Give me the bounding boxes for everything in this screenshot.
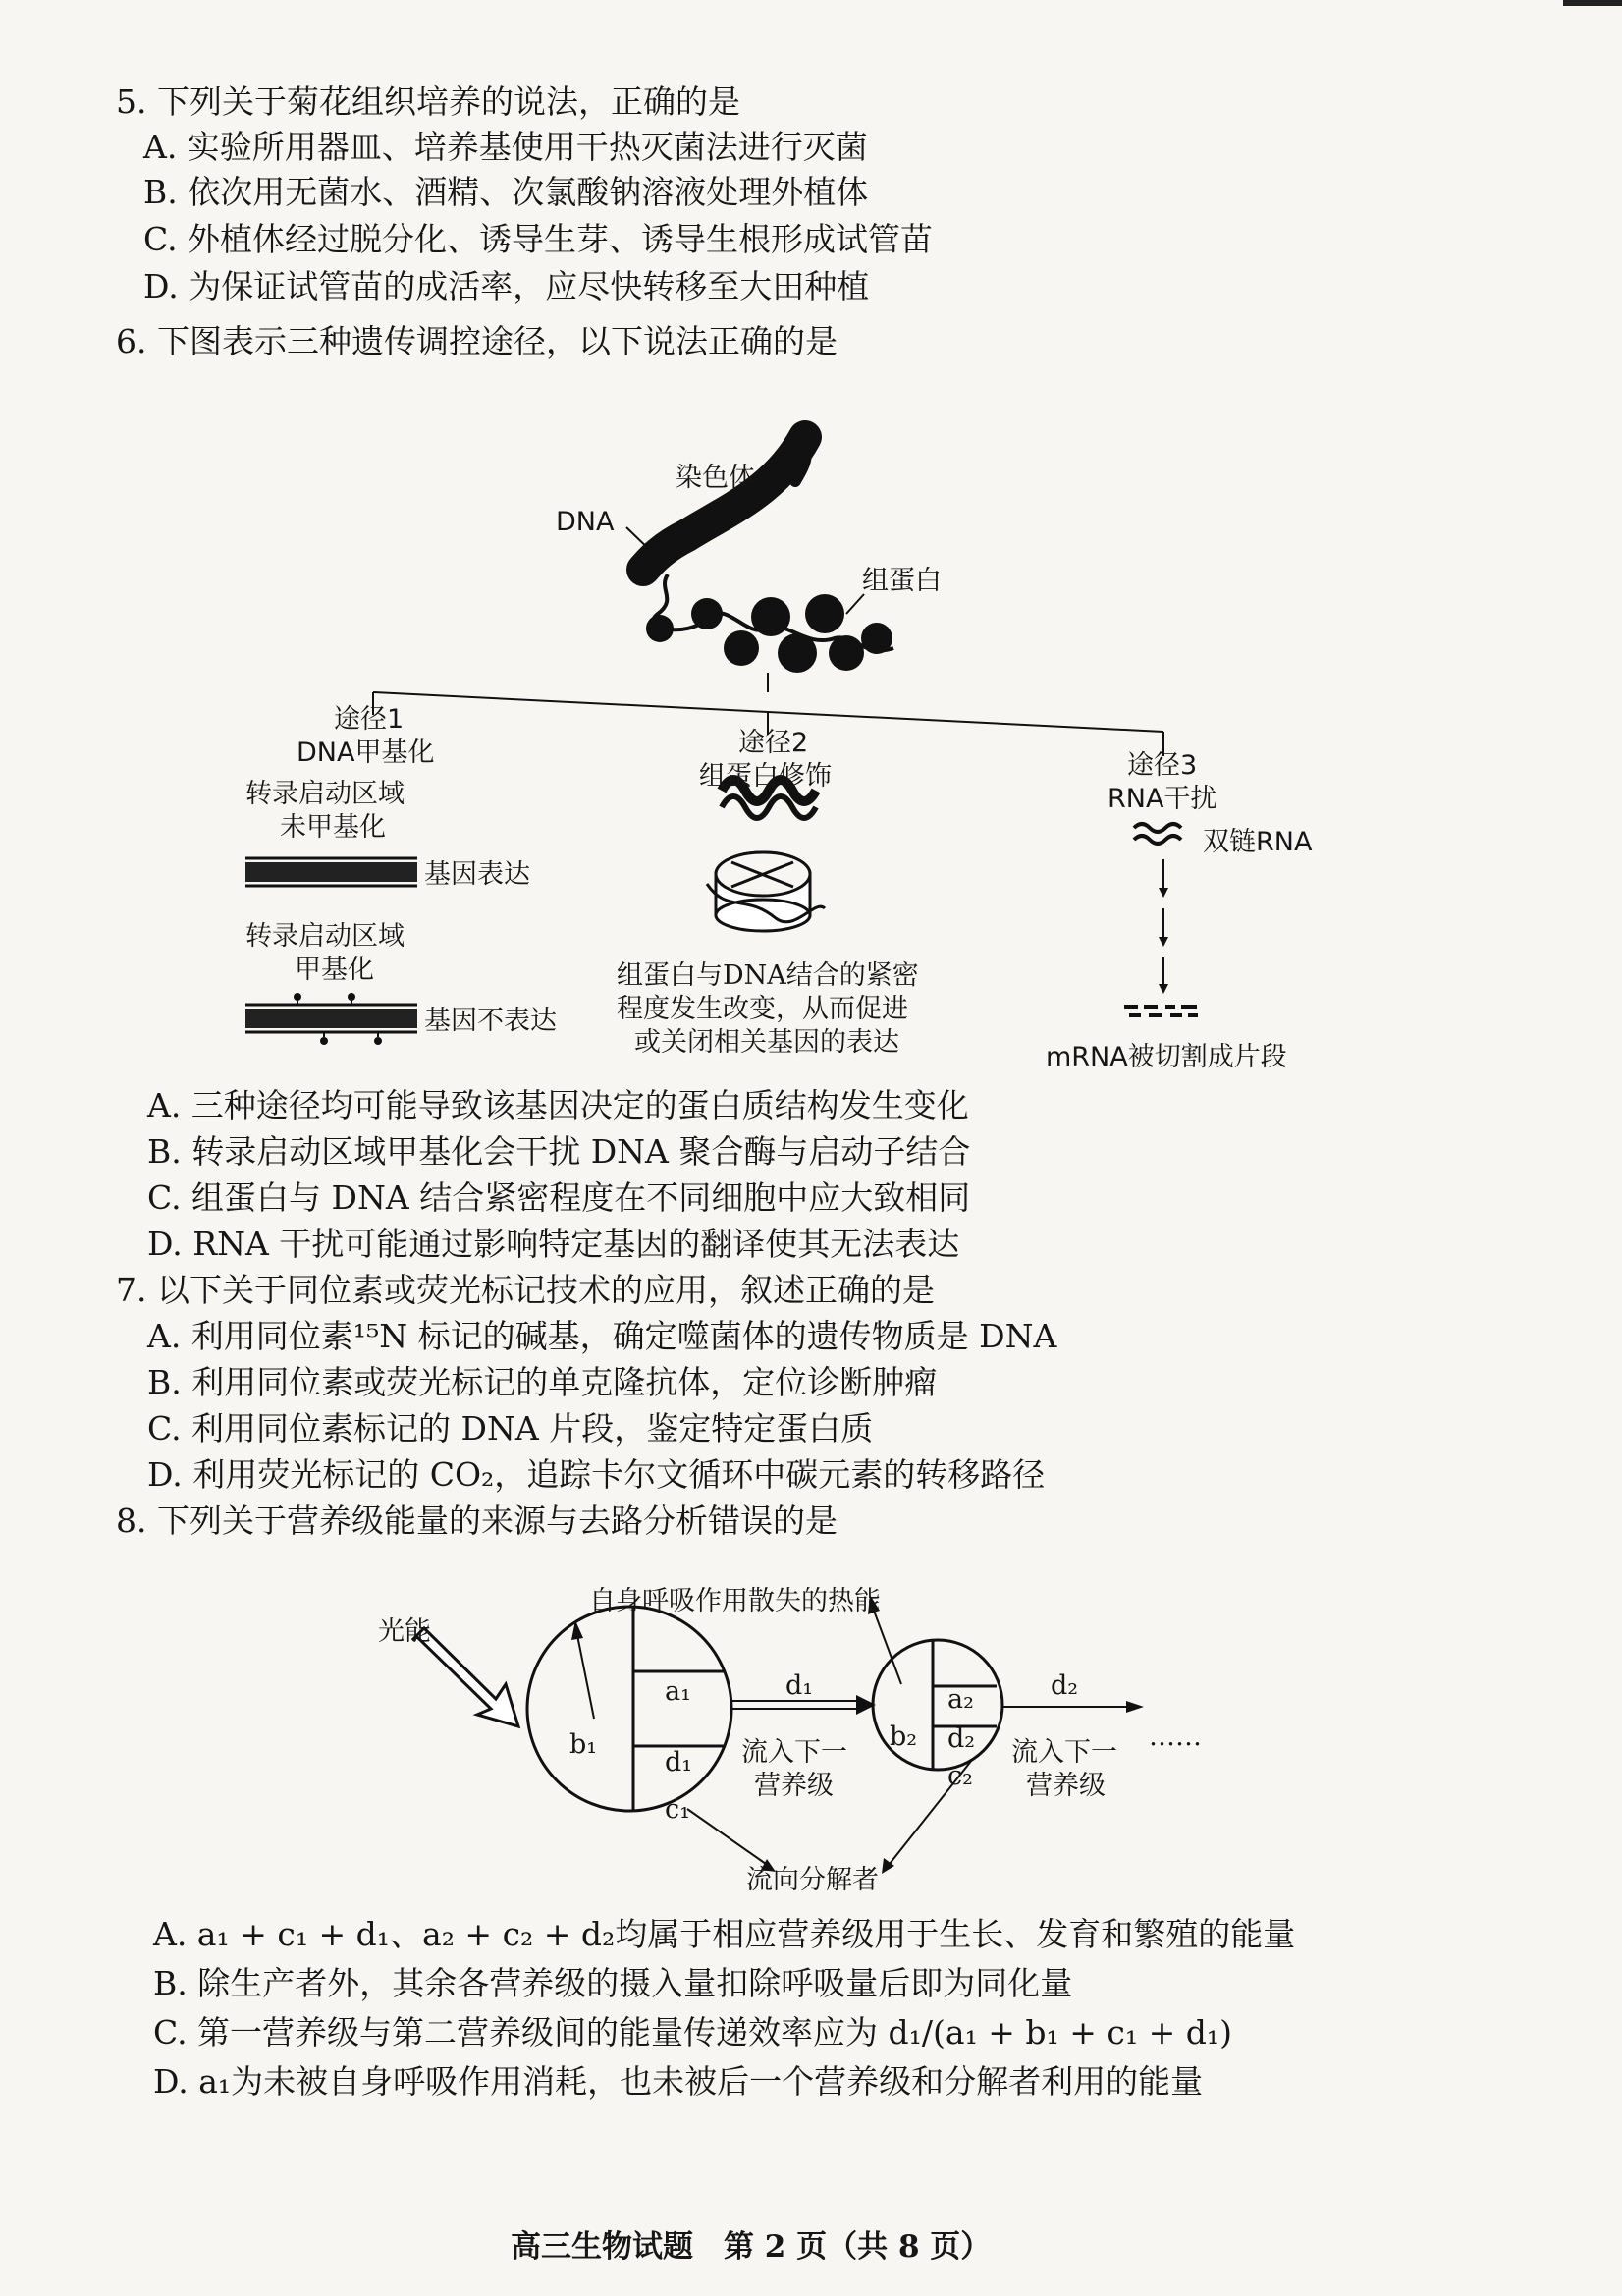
label-heat: 自身呼吸作用散失的热能 [589,1586,881,1616]
label-arrow2-bottom-2: 营养级 [1026,1771,1106,1801]
q8-stem: 8. 下列关于营养级能量的来源与去路分析错误的是 [116,1502,838,1540]
label-c2: c₂ [947,1761,973,1791]
label-arrow1-top: d₁ [785,1670,814,1701]
chromosome-icon [643,437,806,570]
q5-stem: 5. 下列关于菊花组织培养的说法，正确的是 [116,82,740,121]
q7-option-d: D. 利用荧光标记的 CO₂，追踪卡尔文循环中碳元素的转移路径 [147,1455,1046,1494]
label-arrow1-bottom-2: 营养级 [754,1771,834,1801]
label-a2: a₂ [947,1684,974,1715]
label-pathway2-desc-2: 程度发生改变，从而促进 [617,994,908,1024]
label-a1: a₁ [665,1676,691,1707]
q6-stem: 6. 下图表示三种遗传调控途径，以下说法正确的是 [116,322,838,360]
label-d2: d₂ [947,1723,976,1754]
q5-option-c: C. 外植体经过脱分化、诱导生芽、诱导生根形成试管苗 [143,220,934,258]
q7-option-c: C. 利用同位素标记的 DNA 片段，鉴定特定蛋白质 [147,1409,874,1448]
q5-option-b: B. 依次用无菌水、酒精、次氯酸钠溶液处理外植体 [143,173,869,211]
label-decomposer: 流向分解者 [746,1865,879,1895]
label-arrow1-bottom-1: 流入下一 [741,1737,847,1768]
label-chromosome: 染色体 [676,463,755,493]
nucleosome-barrel-icon [707,852,825,931]
label-gene-no-expression: 基因不表达 [424,1006,557,1036]
label-arrow2-bottom-1: 流入下一 [1011,1737,1117,1768]
label-unmethylated-2: 未甲基化 [280,812,386,843]
label-pathway2-desc-3: 或关闭相关基因的表达 [634,1027,899,1058]
label-pathway2-desc-1: 组蛋白与DNA结合的紧密 [617,960,919,991]
label-dna: DNA [556,507,615,537]
double-strand-rna-icon [1134,824,1181,844]
label-pathway1-sub: DNA甲基化 [297,738,435,768]
q8-option-b: B. 除生产者外，其余各营养级的摄入量扣除呼吸量后即为同化量 [153,1964,1073,2002]
q7-stem: 7. 以下关于同位素或荧光标记技术的应用，叙述正确的是 [116,1271,935,1309]
label-dsrna: 双链RNA [1203,827,1313,857]
mrna-fragments-icon [1124,1007,1198,1015]
label-pathway1-title: 途径1 [334,704,405,735]
label-pathway2-sub: 组蛋白修饰 [699,761,832,792]
q5-option-a: A. 实验所用器皿、培养基使用干热灭菌法进行灭菌 [143,128,868,166]
q5-option-d: D. 为保证试管苗的成活率，应尽快转移至大田种植 [143,267,870,305]
page-footer: 高三生物试题 第 2 页（共 8 页） [511,2229,992,2265]
q6-figure [0,0,1622,1080]
label-gene-expression: 基因表达 [424,859,530,890]
methylated-dna-bar [245,993,417,1045]
label-unmethylated-1: 转录启动区域 [245,779,405,809]
label-pathway3-sub: RNA干扰 [1108,784,1217,814]
label-methylated-2: 甲基化 [295,955,374,985]
label-light: 光能 [378,1616,431,1647]
q8-option-d: D. a₁为未被自身呼吸作用消耗，也未被后一个营养级和分解者利用的能量 [153,2062,1204,2101]
label-c1: c₁ [665,1794,690,1825]
q6-option-a: A. 三种途径均可能导致该基因决定的蛋白质结构发生变化 [147,1086,969,1124]
nucleosome-string-icon [646,574,893,673]
label-methylated-1: 转录启动区域 [245,921,405,952]
unmethylated-dna-bar [245,858,417,886]
q7-option-b: B. 利用同位素或荧光标记的单克隆抗体，定位诊断肿瘤 [147,1363,938,1401]
label-b1: b₁ [569,1729,598,1760]
q6-option-b: B. 转录启动区域甲基化会干扰 DNA 聚合酶与启动子结合 [147,1132,971,1171]
label-arrow2-top: d₂ [1051,1670,1079,1701]
q6-option-d: D. RNA 干扰可能通过影响特定基因的翻译使其无法表达 [147,1225,960,1263]
label-pathway2-title: 途径2 [738,728,809,758]
label-dots: …… [1149,1722,1202,1752]
down-arrow-icon [1159,859,1168,994]
label-mrna-cut: mRNA被切割成片段 [1046,1042,1287,1072]
q8-option-a: A. a₁ + c₁ + d₁、a₂ + c₂ + d₂均属于相应营养级用于生长、发育和繁殖的能量 [153,1915,1296,1953]
label-d1: d₁ [665,1747,693,1777]
q6-option-c: C. 组蛋白与 DNA 结合紧密程度在不同细胞中应大致相同 [147,1178,971,1217]
q7-option-a: A. 利用同位素¹⁵N 标记的碱基，确定噬菌体的遗传物质是 DNA [147,1317,1057,1355]
trophic-level-1-circle [527,1607,731,1811]
label-b2: b₂ [890,1722,918,1752]
label-pathway3-title: 途径3 [1127,750,1198,781]
label-histone: 组蛋白 [862,566,942,596]
q8-option-c: C. 第一营养级与第二营养级间的能量传递效率应为 d₁/(a₁ + b₁ + c₁ + d₁) [153,2013,1232,2051]
